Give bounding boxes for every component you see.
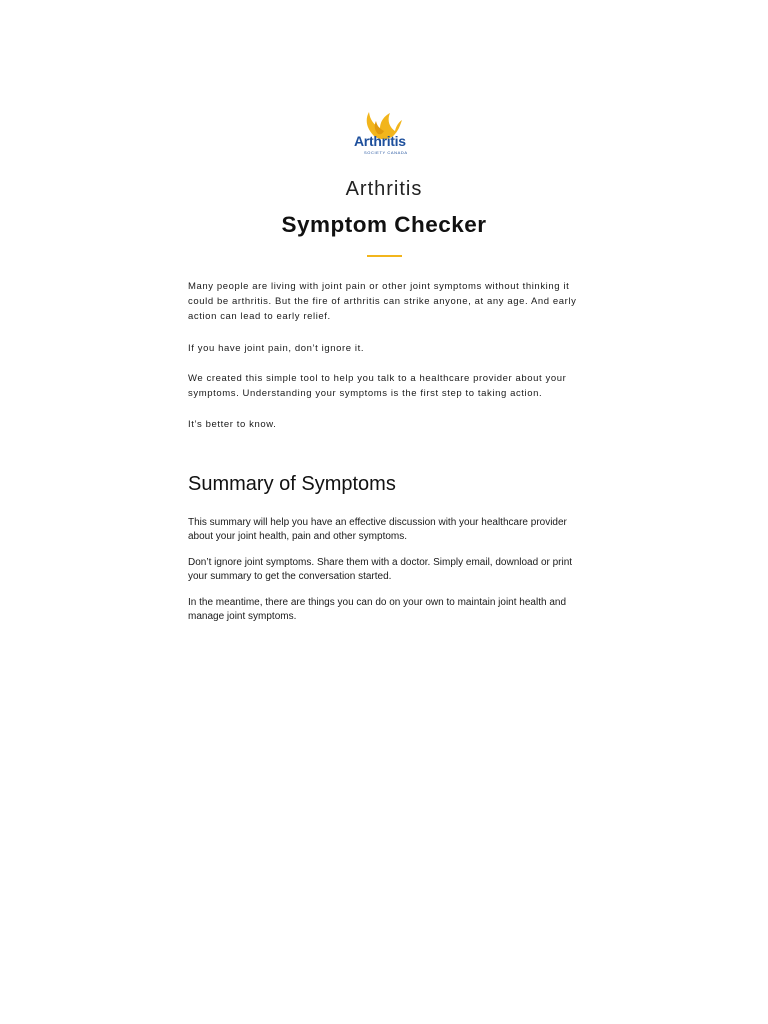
page-kicker: Arthritis xyxy=(345,178,423,200)
intro-section xyxy=(188,279,588,432)
summary-heading: Summary of Symptoms xyxy=(188,473,396,495)
title-accent-divider xyxy=(367,255,402,257)
intro-paragraph: We created this simple tool to help you talk to a healthcare provider about your symptoms. Understanding your symptoms is the first step to taking action. xyxy=(188,373,567,399)
intro-paragraph: It’s better to know. xyxy=(188,419,277,430)
intro-paragraph: If you have joint pain, don’t ignore it. xyxy=(188,343,365,354)
page-title: Symptom Checker xyxy=(281,212,487,237)
summary-paragraph: Don’t ignore joint symptoms. Share them with a doctor. Simply email, download or print your summary to get the conversation started. xyxy=(188,557,573,582)
arthritis-society-logo xyxy=(352,110,418,156)
logo-tagline: SOCIETY CANADA xyxy=(364,150,408,155)
summary-section xyxy=(188,516,588,623)
summary-paragraph: In the meantime, there are things you can do on your own to maintain joint health and manage joint symptoms. xyxy=(188,597,567,622)
intro-paragraph: Many people are living with joint pain or other joint symptoms without thinking it could be arthritis. But the fire of arthritis can strike anyone, at any age. And early action can lead to early relief. xyxy=(188,281,577,322)
summary-paragraph: This summary will help you have an effective discussion with your healthcare provider about your joint health, pain and other symptoms. xyxy=(188,517,567,542)
logo-wordmark: Arthritis xyxy=(354,133,406,149)
